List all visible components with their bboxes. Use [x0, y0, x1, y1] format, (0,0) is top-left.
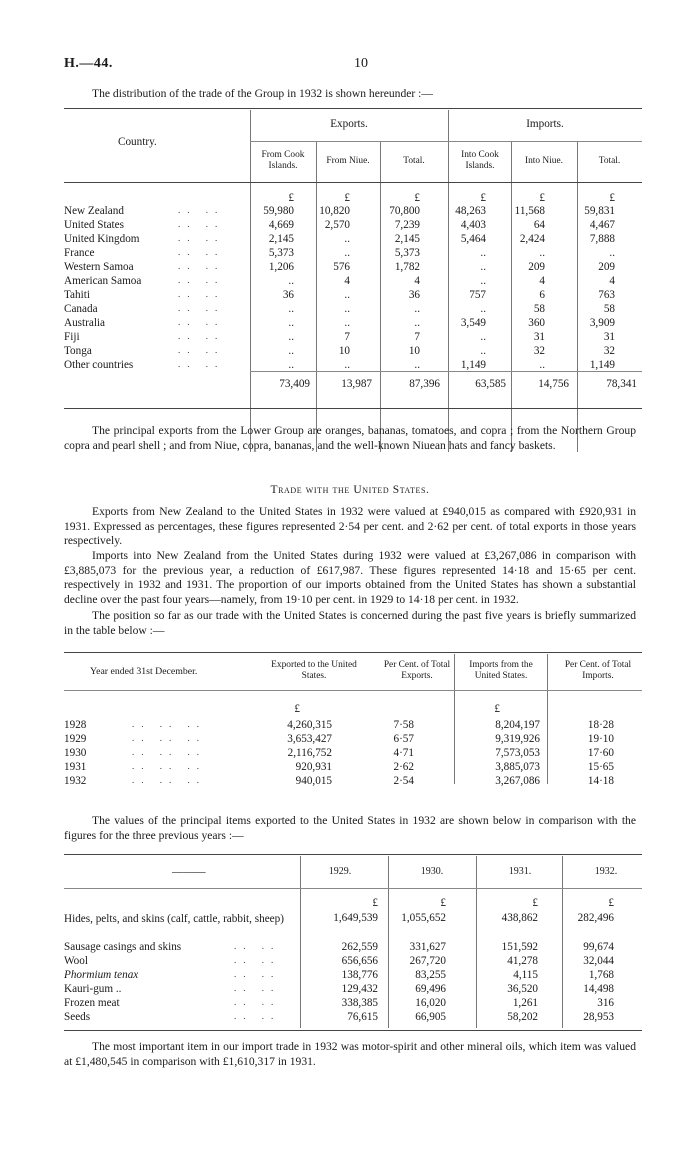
- leader-dots: .. ..: [234, 969, 281, 979]
- us-header-year: Year ended 31st December.: [90, 666, 198, 677]
- imports-pct: 14·18: [587, 775, 614, 787]
- trade-value: 32: [603, 345, 615, 357]
- trade-value: 31: [533, 331, 545, 343]
- leader-dots: .. .. ..: [132, 761, 206, 771]
- imports-value: 3,267,086: [495, 775, 540, 787]
- section-heading: Trade with the United States.: [270, 484, 430, 496]
- exported-value: 3,653,427: [287, 733, 332, 745]
- trade-value: 4,669: [268, 219, 294, 231]
- trade-value: 5,373: [268, 247, 294, 259]
- item-value: 58,202: [507, 1011, 538, 1023]
- trade-value: ..: [480, 345, 486, 357]
- trade-value: 59,980: [263, 205, 294, 217]
- leader-dots: .. ..: [178, 205, 225, 215]
- trade-value: 2,145: [268, 233, 294, 245]
- leader-dots: .. .. ..: [132, 719, 206, 729]
- currency-symbol: £: [609, 192, 615, 204]
- item-value: 656,656: [341, 955, 378, 967]
- imports-pct: 18·28: [587, 719, 614, 731]
- sub-header-from-cook: From Cook Islands.: [261, 150, 305, 171]
- trade-value: 757: [469, 289, 486, 301]
- year-1930-header: 1930.: [420, 866, 444, 877]
- sub-header-imports-total: Total.: [598, 156, 621, 166]
- trade-value: ..: [480, 331, 486, 343]
- country-name: American Samoa: [64, 275, 142, 287]
- year-1929-header: 1929.: [328, 866, 352, 877]
- item-value: 262,559: [341, 941, 378, 953]
- trade-value: ..: [288, 317, 294, 329]
- trade-value: ..: [480, 261, 486, 273]
- us-header-exp-pct: Per Cent. of Total Exports.: [383, 660, 451, 681]
- paragraph-us-exports: Exports from New Zealand to the United States in 1932 were valued at £940,015 as compared with £920,931 in 1931. Expressed as percentages, these figures represented 2·54 per cent. and 2·62 per cent. of total exports in those years respectively.: [64, 505, 636, 548]
- trade-value: ..: [480, 275, 486, 287]
- imports-header: Imports.: [526, 118, 564, 130]
- trade-value: ..: [288, 345, 294, 357]
- item-value: 338,385: [341, 997, 378, 1009]
- item-value: 282,496: [577, 912, 614, 924]
- item-value: 331,627: [409, 941, 446, 953]
- trade-value: 2,145: [394, 233, 420, 245]
- us-header-imp-pct: Per Cent. of Total Imports.: [564, 660, 632, 681]
- country-name: Tahiti: [64, 289, 90, 301]
- item-name: Sausage casings and skins: [64, 941, 182, 953]
- year-cell: 1929: [64, 733, 87, 745]
- trade-value: ..: [480, 303, 486, 315]
- trade-value: ..: [288, 331, 294, 343]
- item-value: 16,020: [415, 997, 446, 1009]
- leader-dots: .. ..: [178, 275, 225, 285]
- trade-value: 4: [414, 275, 420, 287]
- trade-value: 10: [338, 345, 350, 357]
- exported-value: 940,015: [295, 775, 332, 787]
- trade-value: 48,263: [455, 205, 486, 217]
- items-header-dash: ———: [172, 866, 206, 878]
- leader-dots: .. ..: [178, 359, 225, 369]
- sub-header-from-niue: From Niue.: [326, 156, 370, 166]
- trade-value: 36: [408, 289, 420, 301]
- paragraph-us-imports: Imports into New Zealand from the United States during 1932 were valued at £3,267,086 in comparison with £3,885,073 for the previous year, a reduction of £617,987. These figures represented 14·18 and 15·65 per cent. respectively in 1932 and 1931. The proportion of our imports obtained from the United States has shown a substantial decline over the past four years—namely, from 19·10 per cent. in 1929 to 14·18 per cent. in 1932.: [64, 549, 636, 606]
- country-name: United Kingdom: [64, 233, 140, 245]
- trade-value: 6: [539, 289, 545, 301]
- trade-value: 7: [344, 331, 350, 343]
- trade-value: 58: [533, 303, 545, 315]
- leader-dots: .. ..: [234, 955, 281, 965]
- trade-value: ..: [414, 317, 420, 329]
- item-value: 1,649,539: [333, 912, 378, 924]
- exported-pct: 2·54: [393, 775, 414, 787]
- paragraph-us-summary: The position so far as our trade with the United States is concerned during the past five years is briefly summarized in the table below :—: [64, 609, 636, 637]
- item-name: Seeds: [64, 1011, 91, 1023]
- trade-value: 1,149: [589, 359, 615, 371]
- trade-value: 7: [414, 331, 420, 343]
- exported-value: 920,931: [295, 761, 332, 773]
- leader-dots: .. ..: [178, 317, 225, 327]
- trade-value: 4: [609, 275, 615, 287]
- item-value: 316: [597, 997, 614, 1009]
- year-cell: 1928: [64, 719, 87, 731]
- leader-dots: .. ..: [178, 289, 225, 299]
- leader-dots: .. .. ..: [132, 747, 206, 757]
- leader-dots: .. .. ..: [132, 775, 206, 785]
- item-value: 267,720: [409, 955, 446, 967]
- sub-header-into-cook: Into Cook Islands.: [461, 150, 499, 171]
- trade-value: ..: [344, 303, 350, 315]
- item-value: 438,862: [501, 912, 538, 924]
- us-header-exported: Exported to the United States.: [271, 660, 357, 681]
- exported-value: 2,116,752: [287, 747, 332, 759]
- trade-value: 2,570: [324, 219, 350, 231]
- item-value: 36,520: [507, 983, 538, 995]
- trade-value: 4,467: [589, 219, 615, 231]
- item-value: 1,055,652: [401, 912, 446, 924]
- imports-value: 9,319,926: [495, 733, 540, 745]
- item-value: 14,498: [583, 983, 614, 995]
- currency-symbol: £: [608, 897, 614, 909]
- currency-symbol: £: [372, 897, 378, 909]
- year-cell: 1930: [64, 747, 87, 759]
- currency-symbol: £: [344, 192, 350, 204]
- currency-symbol: £: [294, 703, 300, 715]
- currency-symbol: £: [539, 192, 545, 204]
- imports-pct: 19·10: [587, 733, 614, 745]
- trade-value: 3,549: [460, 317, 486, 329]
- paragraph-principal-items: The values of the principal items exported to the United States in 1932 are shown below in comparison with the figures for the three previous years :—: [64, 814, 636, 842]
- item-name: Phormium tenax: [64, 969, 139, 981]
- year-cell: 1931: [64, 761, 87, 773]
- trade-value: 10,820: [319, 205, 350, 217]
- trade-value: 32: [533, 345, 545, 357]
- trade-value: 64: [533, 219, 545, 231]
- leader-dots: .. ..: [178, 247, 225, 257]
- leader-dots: .. ..: [178, 303, 225, 313]
- trade-value: 763: [598, 289, 615, 301]
- leader-dots: .. ..: [234, 983, 281, 993]
- imports-value: 7,573,053: [495, 747, 540, 759]
- trade-value: 209: [528, 261, 545, 273]
- imports-value: 8,204,197: [495, 719, 540, 731]
- currency-symbol: £: [494, 703, 500, 715]
- trade-value: ..: [288, 359, 294, 371]
- trade-value: ..: [288, 303, 294, 315]
- item-value: 4,115: [513, 969, 538, 981]
- imports-pct: 15·65: [587, 761, 614, 773]
- trade-value: ..: [288, 275, 294, 287]
- trade-value: ..: [344, 247, 350, 259]
- exported-pct: 2·62: [393, 761, 414, 773]
- imports-pct: 17·60: [587, 747, 614, 759]
- trade-value: ..: [414, 303, 420, 315]
- leader-dots: .. ..: [234, 941, 281, 951]
- item-value: 32,044: [583, 955, 614, 967]
- country-name: Other countries: [64, 359, 134, 371]
- imports-value: 3,885,073: [495, 761, 540, 773]
- page-number: 10: [354, 56, 368, 71]
- item-value: 83,255: [415, 969, 446, 981]
- exported-pct: 6·57: [393, 733, 414, 745]
- trade-value: 10: [408, 345, 420, 357]
- item-name: Kauri-gum ..: [64, 983, 122, 995]
- country-name: Tonga: [64, 345, 92, 357]
- leader-dots: .. ..: [234, 997, 281, 1007]
- currency-symbol: £: [480, 192, 486, 204]
- trade-value: 70,800: [389, 205, 420, 217]
- trade-value: 1,206: [268, 261, 294, 273]
- leader-dots: .. .. ..: [132, 733, 206, 743]
- trade-value: ..: [539, 359, 545, 371]
- trade-value: 1,782: [394, 261, 420, 273]
- trade-value: ..: [344, 289, 350, 301]
- total-from-cook: 73,409: [279, 378, 310, 390]
- leader-dots: .. ..: [178, 233, 225, 243]
- exports-header: Exports.: [330, 118, 368, 130]
- trade-value: 4: [539, 275, 545, 287]
- country-name: Canada: [64, 303, 98, 315]
- country-name: Fiji: [64, 331, 80, 343]
- trade-value: 5,464: [460, 233, 486, 245]
- currency-symbol: £: [414, 192, 420, 204]
- total-exports: 87,396: [409, 378, 440, 390]
- country-name: United States: [64, 219, 124, 231]
- item-value: 76,615: [347, 1011, 378, 1023]
- intro-text: The distribution of the trade of the Group in 1932 is shown hereunder :—: [92, 87, 433, 100]
- country-header: Country.: [118, 136, 157, 148]
- trade-value: 360: [528, 317, 545, 329]
- leader-dots: .. ..: [178, 219, 225, 229]
- country-name: France: [64, 247, 95, 259]
- currency-symbol: £: [532, 897, 538, 909]
- sub-header-into-niue: Into Niue.: [524, 156, 563, 166]
- item-value: 41,278: [507, 955, 538, 967]
- country-name: New Zealand: [64, 205, 124, 217]
- paragraph-import-motor-spirit: The most important item in our import trade in 1932 was motor-spirit and other mineral oils, which item was valued at £1,480,545 in comparison with £1,610,317 in 1931.: [64, 1040, 636, 1068]
- trade-value: 31: [603, 331, 615, 343]
- trade-value: 7,888: [589, 233, 615, 245]
- item-value: 28,953: [583, 1011, 614, 1023]
- year-1932-header: 1932.: [594, 866, 618, 877]
- leader-dots: .. ..: [178, 261, 225, 271]
- sub-header-exports-total: Total.: [403, 156, 425, 166]
- item-name: Frozen meat: [64, 997, 120, 1009]
- year-cell: 1932: [64, 775, 87, 787]
- item-name: Hides, pelts, and skins (calf, cattle, rabbit, sheep): [64, 913, 284, 925]
- country-name: Australia: [64, 317, 106, 329]
- trade-value: ..: [344, 359, 350, 371]
- trade-value: 58: [603, 303, 615, 315]
- trade-value: 3,909: [589, 317, 615, 329]
- paragraph-lower-group-exports: The principal exports from the Lower Group are oranges, bananas, tomatoes, and copra ; from the Northern Group copra and pearl shell ; and from Niue, copra, bananas, and the well-known Niuean hats and fancy baskets.: [64, 424, 636, 452]
- item-value: 138,776: [341, 969, 378, 981]
- item-value: 1,768: [588, 969, 614, 981]
- total-into-niue: 14,756: [538, 378, 569, 390]
- year-1931-header: 1931.: [508, 866, 532, 877]
- trade-value: ..: [480, 247, 486, 259]
- total-from-niue: 13,987: [341, 378, 372, 390]
- us-header-imports: Imports from the United States.: [469, 660, 533, 681]
- item-value: 99,674: [583, 941, 614, 953]
- trade-value: ..: [344, 317, 350, 329]
- item-value: 151,592: [501, 941, 538, 953]
- item-name: Wool: [64, 955, 88, 967]
- total-imports: 78,341: [606, 378, 637, 390]
- item-value: 69,496: [415, 983, 446, 995]
- trade-value: 7,239: [394, 219, 420, 231]
- exported-pct: 7·58: [393, 719, 414, 731]
- trade-value: 36: [282, 289, 294, 301]
- trade-value: 5,373: [394, 247, 420, 259]
- country-name: Western Samoa: [64, 261, 134, 273]
- trade-value: 11,568: [514, 205, 545, 217]
- trade-value: 59,831: [584, 205, 615, 217]
- report-code: H.—44.: [64, 56, 113, 71]
- trade-value: ..: [344, 233, 350, 245]
- leader-dots: .. ..: [178, 345, 225, 355]
- trade-value: ..: [414, 359, 420, 371]
- trade-value: 1,149: [460, 359, 486, 371]
- total-into-cook: 63,585: [475, 378, 506, 390]
- trade-value: 4: [344, 275, 350, 287]
- currency-symbol: £: [440, 897, 446, 909]
- trade-value: ..: [609, 247, 615, 259]
- leader-dots: .. ..: [178, 331, 225, 341]
- trade-value: 209: [598, 261, 615, 273]
- exported-pct: 4·71: [393, 747, 414, 759]
- trade-value: 576: [333, 261, 350, 273]
- leader-dots: .. ..: [234, 1011, 281, 1021]
- trade-value: ..: [539, 247, 545, 259]
- trade-value: 4,403: [460, 219, 486, 231]
- item-value: 66,905: [415, 1011, 446, 1023]
- currency-symbol: £: [288, 192, 294, 204]
- exported-value: 4,260,315: [287, 719, 332, 731]
- item-value: 1,261: [512, 997, 538, 1009]
- trade-value: 2,424: [519, 233, 545, 245]
- item-value: 129,432: [341, 983, 378, 995]
